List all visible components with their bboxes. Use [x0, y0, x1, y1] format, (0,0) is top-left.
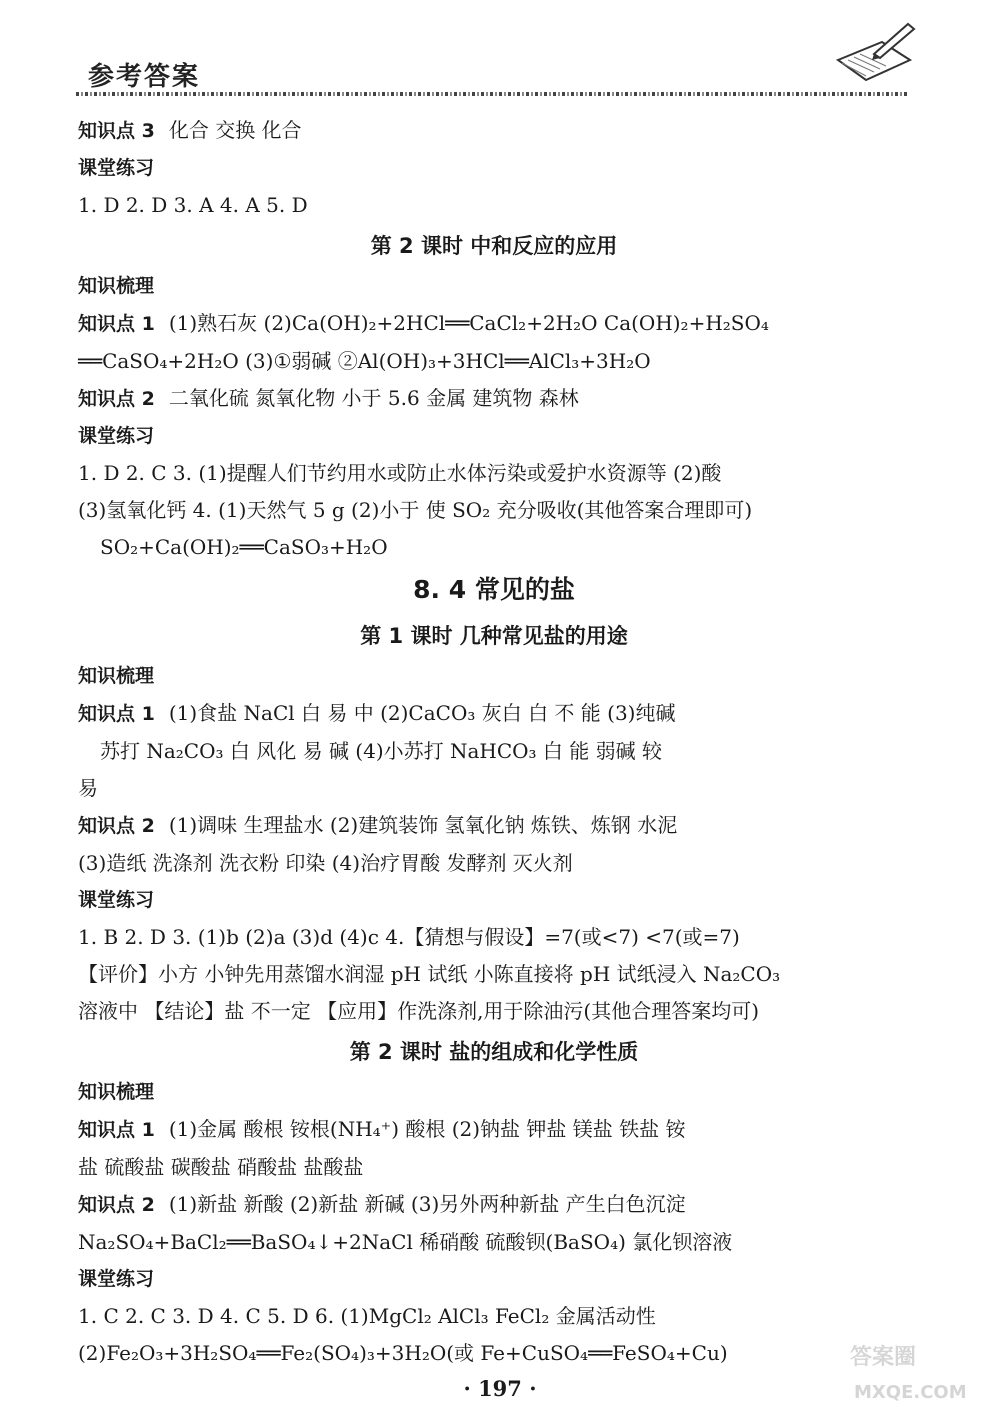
answer-line: 盐 硫酸盐 碳酸盐 硝酸盐 盐酸盐 — [78, 1155, 364, 1179]
answer-line — [78, 1111, 910, 1149]
answer-line: 苏打 Na₂CO₃ 白 风化 易 碱 (4)小苏打 NaHCO₃ 白 能 弱碱 较 — [100, 739, 663, 763]
knowledge-point-label: 知识点 2 — [78, 1194, 155, 1216]
header-title: 参考答案 — [88, 62, 201, 92]
answer-line — [78, 1186, 910, 1224]
answer-line: 【评价】小方 小钟先用蒸馏水润湿 pH 试纸 小陈直接将 pH 试纸浸入 Na₂CO₃ — [78, 962, 781, 986]
answer-text: (1)熟石灰 (2)Ca(OH)₂+2HCl══CaCl₂+2H₂O Ca(OH)₂+H₂SO₄ — [168, 311, 769, 335]
lesson-title: 第 2 课时 中和反应的应用 — [370, 234, 618, 258]
section-label: 知识梳理 — [78, 665, 155, 687]
knowledge-point-label: 知识点 1 — [78, 313, 155, 335]
page-number: · 197 · — [463, 1376, 537, 1401]
section-label: 课堂练习 — [78, 157, 155, 179]
answer-line — [78, 807, 910, 845]
answer-line: Na₂SO₄+BaCl₂══BaSO₄↓+2NaCl 稀硝酸 硫酸钡(BaSO₄) 氯化钡溶液 — [78, 1230, 733, 1254]
section-label: 课堂练习 — [78, 425, 155, 447]
header-divider — [76, 92, 908, 96]
lesson-title: 第 1 课时 几种常见盐的用途 — [360, 624, 628, 648]
answer-text: 二氧化硫 氮氧化物 小于 5.6 金属 建筑物 森林 — [168, 386, 579, 410]
section-label: 知识梳理 — [78, 275, 155, 297]
answer-line — [78, 112, 910, 150]
answer-content — [78, 112, 910, 1372]
answer-line: (3)造纸 洗涤剂 洗衣粉 印染 (4)治疗胃酸 发酵剂 灭火剂 — [78, 851, 573, 875]
answer-line: 易 — [78, 776, 98, 800]
answer-line — [78, 305, 910, 343]
answer-text: (1)食盐 NaCl 白 易 中 (2)CaCO₃ 灰白 白 不 能 (3)纯碱 — [168, 701, 676, 725]
knowledge-point-label: 知识点 3 — [78, 120, 155, 142]
knowledge-point-label: 知识点 1 — [78, 703, 155, 725]
answer-line: 1. B 2. D 3. (1)b (2)a (3)d (4)c 4.【猜想与假设】=7(或<7) <7(或=7) — [78, 925, 740, 949]
answer-line: 1. D 2. C 3. (1)提醒人们节约用水或防止水体污染或爱护水资源等 (2)酸 — [78, 461, 722, 485]
notepad-pen-icon — [830, 20, 918, 86]
answer-line: (2)Fe₂O₃+3H₂SO₄══Fe₂(SO₄)₃+3H₂O(或 Fe+CuSO₄══FeSO₄+Cu) — [78, 1341, 728, 1365]
chapter-title: 8. 4 常见的盐 — [413, 575, 575, 604]
answer-text: 化合 交换 化合 — [168, 118, 302, 142]
answer-line: 1. D 2. D 3. A 4. A 5. D — [78, 193, 308, 217]
knowledge-point-label: 知识点 2 — [78, 388, 155, 410]
answer-line: 溶液中 【结论】盐 不一定 【应用】作洗涤剂,用于除油污(其他合理答案均可) — [78, 999, 760, 1023]
section-label: 课堂练习 — [78, 889, 155, 911]
answer-text: (1)调味 生理盐水 (2)建筑装饰 氢氧化钠 炼铁、炼钢 水泥 — [168, 813, 678, 837]
lesson-title: 第 2 课时 盐的组成和化学性质 — [349, 1040, 639, 1064]
answer-line: SO₂+Ca(OH)₂══CaSO₃+H₂O — [100, 535, 388, 559]
watermark-logo — [844, 1326, 994, 1416]
answer-line: (3)氢氧化钙 4. (1)天然气 5 g (2)小于 使 SO₂ 充分吸收(其他答案合理即可) — [78, 498, 753, 522]
section-label: 知识梳理 — [78, 1081, 155, 1103]
answer-text: (1)新盐 新酸 (2)新盐 新碱 (3)另外两种新盐 产生白色沉淀 — [168, 1192, 686, 1216]
knowledge-point-label: 知识点 2 — [78, 815, 155, 837]
watermark-line2: MXQE.COM — [854, 1382, 967, 1403]
section-label: 课堂练习 — [78, 1268, 155, 1290]
answer-line — [78, 695, 910, 733]
watermark-line1: 答案圈 — [850, 1345, 917, 1370]
answer-line — [78, 380, 910, 418]
answer-text: (1)金属 酸根 铵根(NH₄⁺) 酸根 (2)钠盐 钾盐 镁盐 铁盐 铵 — [168, 1117, 686, 1141]
answer-line: 1. C 2. C 3. D 4. C 5. D 6. (1)MgCl₂ AlCl₃ FeCl₂ 金属活动性 — [78, 1304, 656, 1328]
page-header — [76, 50, 908, 100]
knowledge-point-label: 知识点 1 — [78, 1119, 155, 1141]
answer-line: ══CaSO₄+2H₂O (3)①弱碱 ②Al(OH)₃+3HCl══AlCl₃+3H₂O — [78, 349, 651, 373]
